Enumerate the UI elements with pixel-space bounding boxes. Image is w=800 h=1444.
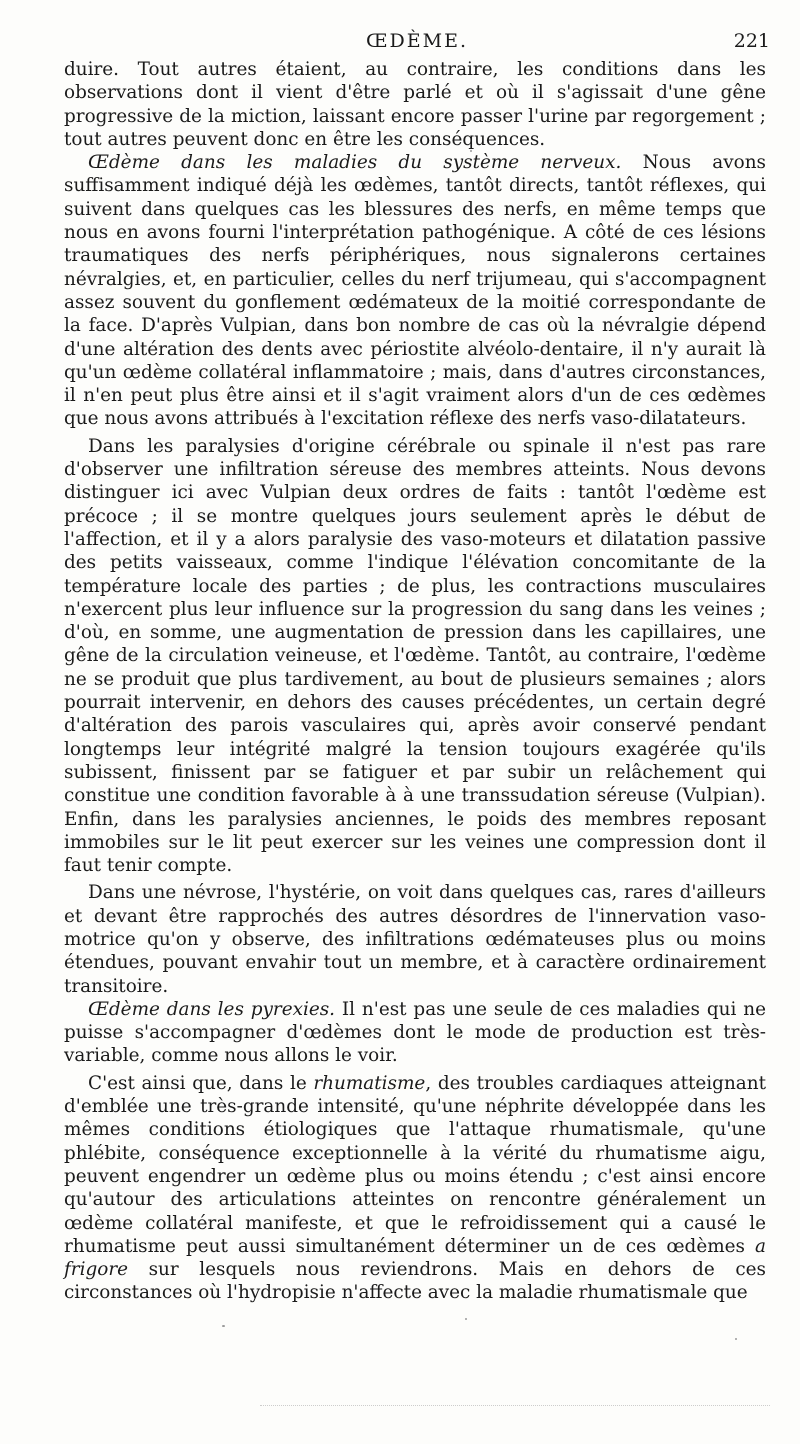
scan-speck (735, 1338, 737, 1340)
scan-speck (222, 1325, 225, 1327)
paragraph-text: Il n'est pas une seule de ces maladies qui ne puisse s'accompagner d'œdèmes dont le mode de production est très-variable, comme nous allons le voir. (64, 998, 766, 1067)
paragraph-hysterie: Dans une névrose, l'hystérie, on voit dans quelques cas, rares d'ailleurs et devant être rapprochés des autres désordres de l'innervation vaso-motrice qu'on y observe, des infiltrations œdémateuses plus ou moins étendues, pouvant envahir tout un membre, et à caractère ordinairement transitoire. (64, 882, 766, 997)
scan-speck (465, 1318, 467, 1320)
section-heading-nervous-system: Œdème dans les maladies du système nerveux. (88, 152, 622, 174)
running-title: ŒDÈME. (365, 30, 469, 52)
text-run: C'est ainsi que, dans le (88, 1072, 314, 1094)
text-run: , des troubles cardiaques atteignant d'emblée une très-grande intensité, qu'une néphrite développée dans les mêmes conditions étiologiques que l'attaque rhumatismale, qu'une phlébite, conséquence exceptionnelle à la vérité du rhumatisme aigu, peuvent engendrer un œdème plus ou moins étendu ; c'est ainsi encore qu'autour des articulations atteintes on rencontre généralement un œdème collatéral manifeste, et que le refroidissement qui a causé le rhumatisme peut aussi simultanément déterminer un de ces œdèmes (64, 1072, 766, 1257)
paragraph-rhumatisme (64, 1072, 766, 1305)
paragraph-nervous-system (64, 151, 766, 431)
body-text (64, 58, 766, 1305)
paragraph-text: Nous avons suffisamment indiqué déjà les œdèmes, tantôt directs, tantôt réflexes, qui suivent dans quelques cas les blessures des nerfs, en même temps que nous en avons fourni l'interprétation pathogénique. A côté de ces lésions traumatiques des nerfs périphériques, nous signalerons certaines névralgies, et, en particulier, celles du nerf trijumeau, qui s'accompagnent assez souvent du gonflement œdémateux de la moitié correspondante de la face. D'après Vulpian, dans bon nombre de cas où la névralgie dépend d'une altération des dents avec périostite alvéolo-dentaire, il n'y aurait là qu'un œdème collatéral inflammatoire ; mais, dans d'autres circonstances, il n'en peut plus être ainsi et il s'agit vraiment alors d'un de ces œdèmes que nous avons attribués à l'excitation réflexe des nerfs vaso-dilatateurs. (64, 152, 766, 430)
paragraph-pyrexies (64, 998, 766, 1068)
scan-speck (470, 150, 472, 152)
scan-artifact-line (260, 1405, 770, 1412)
running-head (64, 30, 770, 58)
paragraph-continuation: duire. Tout autres étaient, au contraire, les conditions dans les observations dont il vient d'être parlé et où il s'agissait d'une gêne progressive de la miction, laissant encore passer l'urine par regorgement ; tout autres peuvent donc en être les conséquences. (64, 59, 766, 150)
page-number: 221 (733, 30, 770, 52)
emphasis-rhumatisme: rhumatisme (313, 1072, 426, 1094)
section-heading-pyrexies: Œdème dans les pyrexies. (88, 998, 336, 1020)
text-run: sur lesquels nous reviendrons. Mais en dehors de ces circonstances où l'hydropisie n'affecte avec la maladie rhumatismale que (64, 1259, 766, 1304)
paragraph-paralysies: Dans les paralysies d'origine cérébrale ou spinale il n'est pas rare d'observer une infiltration séreuse des membres atteints. Nous devons distinguer ici avec Vulpian deux ordres de faits : tantôt l'œdème est précoce ; il se montre quelques jours seulement après le début de l'affection, et il y a alors paralysie des vaso-moteurs et dilatation passive des petits vaisseaux, comme l'indique l'élévation concomitante de la température locale des parties ; de plus, les contractions musculaires n'exercent plus leur influence sur la progression du sang dans les veines ; d'où, en somme, une augmentation de pression dans les capillaires, une gêne de la circulation veineuse, et l'œdème. Tantôt, au contraire, l'œdème ne se produit que plus tardivement, au bout de plusieurs semaines ; alors pourrait intervenir, en dehors des causes précédentes, un certain degré d'altération des parois vasculaires qui, après avoir conservé pendant longtemps leur intégrité malgré la tension toujours exagérée qu'ils subissent, finissent par se fatiguer et par subir un relâchement qui constitue une condition favorable à à une transsudation séreuse (Vulpian). Enfin, dans les paralysies anciennes, le poids des membres reposant immobiles sur le lit peut exercer sur les veines une compression dont il faut tenir compte. (64, 435, 766, 877)
emphasis-a-frigore: a frigore (64, 1235, 766, 1281)
